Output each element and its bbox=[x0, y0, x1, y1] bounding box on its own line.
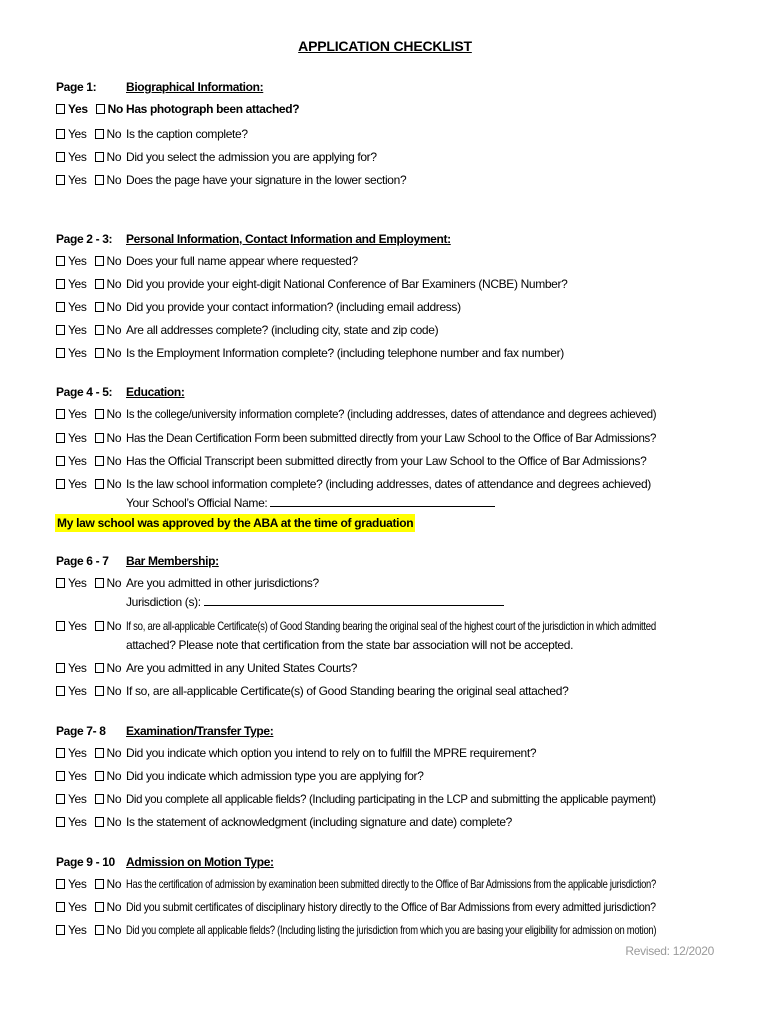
yes-checkbox[interactable] bbox=[56, 578, 65, 588]
checklist-item bbox=[56, 897, 716, 917]
yes-label: Yes bbox=[68, 661, 87, 675]
yes-no-options bbox=[56, 681, 124, 701]
yes-checkbox[interactable] bbox=[56, 152, 65, 162]
section-heading: Examination/Transfer Type: bbox=[126, 724, 274, 738]
yes-no-options bbox=[56, 897, 124, 917]
yes-checkbox[interactable] bbox=[56, 256, 65, 266]
continuation-text: attached? Please note that certification from the state bar association will not be accepted. bbox=[126, 638, 574, 652]
question-text: Has photograph been attached? bbox=[126, 102, 300, 116]
checklist-item bbox=[56, 251, 716, 271]
yes-no-options bbox=[56, 573, 124, 593]
no-label: No bbox=[106, 127, 122, 141]
no-label: No bbox=[106, 150, 122, 164]
yes-label: Yes bbox=[68, 792, 87, 806]
yes-label: Yes bbox=[68, 477, 87, 491]
yes-label: Yes bbox=[68, 407, 87, 421]
question-text: Has the Official Transcript been submitted directly from your Law School to the Office of Bar Admissions? bbox=[126, 454, 647, 468]
checklist-item bbox=[56, 343, 716, 363]
yes-checkbox[interactable] bbox=[56, 621, 65, 631]
yes-checkbox[interactable] bbox=[56, 925, 65, 935]
yes-no-options bbox=[56, 874, 124, 894]
yes-checkbox[interactable] bbox=[56, 817, 65, 827]
yes-label: Yes bbox=[68, 102, 88, 116]
no-checkbox[interactable] bbox=[95, 879, 104, 889]
question-text: Has the Dean Certification Form been submitted directly from your Law School to the Office of Bar Admissions? bbox=[126, 431, 656, 445]
yes-label: Yes bbox=[68, 277, 87, 291]
no-checkbox[interactable] bbox=[95, 256, 104, 266]
yes-no-options bbox=[56, 124, 124, 144]
no-checkbox[interactable] bbox=[95, 129, 104, 139]
question-text: Are you admitted in any United States Courts? bbox=[126, 661, 358, 675]
no-checkbox[interactable] bbox=[95, 279, 104, 289]
page-title: APPLICATION CHECKLIST bbox=[298, 38, 472, 54]
no-label: No bbox=[106, 815, 122, 829]
no-label: No bbox=[106, 277, 122, 291]
yes-label: Yes bbox=[68, 431, 87, 445]
yes-checkbox[interactable] bbox=[56, 479, 65, 489]
yes-no-options bbox=[56, 99, 124, 119]
checklist-item bbox=[56, 170, 716, 190]
yes-no-options bbox=[56, 658, 124, 678]
checklist-item bbox=[56, 812, 716, 832]
question-text: Has the certification of admission by examination been submitted directly to the Office of Bar Admissions from the applicable jurisdiction? bbox=[126, 877, 656, 891]
section-heading: Admission on Motion Type: bbox=[126, 855, 274, 869]
yes-no-options bbox=[56, 404, 124, 424]
yes-no-options bbox=[56, 616, 124, 636]
no-checkbox[interactable] bbox=[95, 925, 104, 935]
no-checkbox[interactable] bbox=[95, 686, 104, 696]
aba-approval-note: My law school was approved by the ABA at the time of graduation bbox=[57, 516, 414, 530]
revised-date: Revised: 12/2020 bbox=[625, 944, 714, 958]
question-text: Is the college/university information complete? (including addresses, dates of attendance and degrees achieved) bbox=[126, 407, 657, 421]
no-checkbox[interactable] bbox=[95, 817, 104, 827]
question-text: Did you select the admission you are applying for? bbox=[126, 150, 377, 164]
yes-no-options bbox=[56, 451, 124, 471]
yes-label: Yes bbox=[68, 323, 87, 337]
no-label: No bbox=[106, 877, 122, 891]
no-label: No bbox=[106, 576, 122, 590]
no-label: No bbox=[106, 923, 122, 937]
checklist-item bbox=[56, 99, 716, 119]
no-label: No bbox=[106, 346, 122, 360]
no-checkbox[interactable] bbox=[95, 902, 104, 912]
yes-label: Yes bbox=[68, 877, 87, 891]
checklist-item bbox=[56, 274, 716, 294]
no-label: No bbox=[106, 407, 122, 421]
yes-checkbox[interactable] bbox=[56, 433, 65, 443]
yes-label: Yes bbox=[68, 815, 87, 829]
yes-checkbox[interactable] bbox=[56, 456, 65, 466]
question-text: Does your full name appear where requested? bbox=[126, 254, 358, 268]
question-text: Did you complete all applicable fields? (Including listing the jurisdiction from which you are basing your eligibility for admission on motion) bbox=[126, 923, 657, 937]
no-checkbox[interactable] bbox=[95, 175, 104, 185]
yes-no-options bbox=[56, 789, 124, 809]
write-in-line[interactable] bbox=[204, 595, 504, 606]
continuation-text: Jurisdiction (s): bbox=[126, 595, 201, 609]
yes-checkbox[interactable] bbox=[56, 902, 65, 912]
checklist-item bbox=[56, 428, 716, 448]
checklist-item bbox=[56, 297, 716, 317]
yes-label: Yes bbox=[68, 576, 87, 590]
section-page-label: Page 9 - 10 bbox=[56, 855, 115, 869]
question-text: Did you indicate which option you intend to rely on to fulfill the MPRE requirement? bbox=[126, 746, 537, 760]
yes-label: Yes bbox=[68, 127, 87, 141]
question-text: Are you admitted in other jurisdictions? bbox=[126, 576, 319, 590]
checklist-item bbox=[56, 743, 716, 763]
checklist-item bbox=[56, 573, 716, 593]
yes-checkbox[interactable] bbox=[56, 879, 65, 889]
checklist-item bbox=[56, 920, 716, 940]
checklist-item bbox=[56, 616, 716, 636]
yes-checkbox[interactable] bbox=[56, 771, 65, 781]
yes-label: Yes bbox=[68, 923, 87, 937]
no-label: No bbox=[106, 454, 122, 468]
checklist-item bbox=[56, 681, 716, 701]
yes-checkbox[interactable] bbox=[56, 794, 65, 804]
continuation-text: Your School’s Official Name: bbox=[126, 496, 268, 510]
question-text: Does the page have your signature in the lower section? bbox=[126, 173, 407, 187]
yes-no-options bbox=[56, 147, 124, 167]
section-page-label: Page 7- 8 bbox=[56, 724, 106, 738]
yes-checkbox[interactable] bbox=[56, 175, 65, 185]
no-checkbox[interactable] bbox=[95, 348, 104, 358]
yes-label: Yes bbox=[68, 619, 87, 633]
checklist-item bbox=[56, 451, 716, 471]
no-label: No bbox=[106, 173, 122, 187]
checklist-item bbox=[56, 658, 716, 678]
yes-checkbox[interactable] bbox=[56, 104, 65, 114]
question-text: Did you indicate which admission type you are applying for? bbox=[126, 769, 424, 783]
yes-label: Yes bbox=[68, 746, 87, 760]
no-checkbox[interactable] bbox=[95, 748, 104, 758]
checklist-item bbox=[56, 766, 716, 786]
yes-checkbox[interactable] bbox=[56, 302, 65, 312]
checklist-item bbox=[56, 474, 716, 494]
question-text: If so, are all-applicable Certificate(s) of Good Standing bearing the original seal attached? bbox=[126, 684, 569, 698]
question-text: Did you provide your contact information? (including email address) bbox=[126, 300, 461, 314]
question-text: Is the statement of acknowledgment (including signature and date) complete? bbox=[126, 815, 512, 829]
no-checkbox[interactable] bbox=[95, 325, 104, 335]
yes-label: Yes bbox=[68, 300, 87, 314]
question-text: Did you provide your eight-digit National Conference of Bar Examiners (NCBE) Number? bbox=[126, 277, 568, 291]
section-page-label: Page 2 - 3: bbox=[56, 232, 113, 246]
no-label: No bbox=[106, 323, 122, 337]
no-label: No bbox=[106, 477, 122, 491]
no-checkbox[interactable] bbox=[95, 771, 104, 781]
write-in-line[interactable] bbox=[270, 496, 495, 507]
no-label: No bbox=[106, 792, 122, 806]
section-page-label: Page 4 - 5: bbox=[56, 385, 113, 399]
question-text: Did you complete all applicable fields? (Including participating in the LCP and submitting the applicable payment) bbox=[126, 792, 656, 806]
no-checkbox[interactable] bbox=[95, 302, 104, 312]
question-continuation bbox=[126, 636, 573, 654]
no-label: No bbox=[106, 619, 122, 633]
no-label: No bbox=[106, 254, 122, 268]
yes-no-options bbox=[56, 766, 124, 786]
question-text: Is the law school information complete? (including addresses, dates of attendance and degrees achieved) bbox=[126, 477, 651, 491]
yes-checkbox[interactable] bbox=[56, 686, 65, 696]
question-text: Is the caption complete? bbox=[126, 127, 248, 141]
yes-label: Yes bbox=[68, 150, 87, 164]
section-heading: Personal Information, Contact Information and Employment: bbox=[126, 232, 451, 246]
yes-no-options bbox=[56, 320, 124, 340]
no-checkbox[interactable] bbox=[95, 456, 104, 466]
no-label: No bbox=[106, 300, 122, 314]
section-heading: Biographical Information: bbox=[126, 80, 264, 94]
yes-label: Yes bbox=[68, 684, 87, 698]
yes-no-options bbox=[56, 251, 124, 271]
yes-no-options bbox=[56, 920, 124, 940]
yes-checkbox[interactable] bbox=[56, 129, 65, 139]
yes-no-options bbox=[56, 170, 124, 190]
question-text: Are all addresses complete? (including city, state and zip code) bbox=[126, 323, 439, 337]
question-text: Is the Employment Information complete? (including telephone number and fax number) bbox=[126, 346, 564, 360]
no-checkbox[interactable] bbox=[95, 409, 104, 419]
yes-checkbox[interactable] bbox=[56, 279, 65, 289]
no-label: No bbox=[106, 684, 122, 698]
checklist-item bbox=[56, 404, 716, 424]
no-label: No bbox=[106, 746, 122, 760]
section-heading: Education: bbox=[126, 385, 185, 399]
no-label: No bbox=[106, 661, 122, 675]
yes-label: Yes bbox=[68, 173, 87, 187]
yes-label: Yes bbox=[68, 254, 87, 268]
yes-no-options bbox=[56, 474, 124, 494]
yes-checkbox[interactable] bbox=[56, 748, 65, 758]
checklist-item bbox=[56, 320, 716, 340]
yes-label: Yes bbox=[68, 769, 87, 783]
checklist-item bbox=[56, 124, 716, 144]
question-text: Did you submit certificates of disciplinary history directly to the Office of Bar Admissions from every admitted jurisdiction? bbox=[126, 900, 656, 914]
checklist-item bbox=[56, 874, 716, 894]
no-checkbox[interactable] bbox=[95, 433, 104, 443]
yes-label: Yes bbox=[68, 900, 87, 914]
section-heading: Bar Membership: bbox=[126, 554, 219, 568]
yes-checkbox[interactable] bbox=[56, 663, 65, 673]
no-checkbox[interactable] bbox=[95, 621, 104, 631]
yes-label: Yes bbox=[68, 454, 87, 468]
section-page-label: Page 6 - 7 bbox=[56, 554, 109, 568]
yes-no-options bbox=[56, 743, 124, 763]
question-continuation bbox=[126, 494, 495, 512]
yes-no-options bbox=[56, 812, 124, 832]
yes-no-options bbox=[56, 274, 124, 294]
yes-checkbox[interactable] bbox=[56, 348, 65, 358]
no-label: No bbox=[106, 900, 122, 914]
no-checkbox[interactable] bbox=[95, 663, 104, 673]
no-checkbox[interactable] bbox=[95, 152, 104, 162]
yes-no-options bbox=[56, 343, 124, 363]
no-label: No bbox=[106, 769, 122, 783]
yes-checkbox[interactable] bbox=[56, 409, 65, 419]
yes-checkbox[interactable] bbox=[56, 325, 65, 335]
no-checkbox[interactable] bbox=[95, 578, 104, 588]
section-page-label: Page 1: bbox=[56, 80, 97, 94]
no-checkbox[interactable] bbox=[96, 104, 105, 114]
yes-no-options bbox=[56, 297, 124, 317]
yes-no-options bbox=[56, 428, 124, 448]
no-checkbox[interactable] bbox=[95, 794, 104, 804]
no-label: No bbox=[107, 102, 123, 116]
question-continuation bbox=[126, 593, 504, 611]
question-text: If so, are all-applicable Certificate(s) of Good Standing bearing the original seal of the highest court of the jurisdiction in which admitted bbox=[126, 619, 656, 633]
no-checkbox[interactable] bbox=[95, 479, 104, 489]
no-label: No bbox=[106, 431, 122, 445]
checklist-item bbox=[56, 789, 716, 809]
yes-label: Yes bbox=[68, 346, 87, 360]
checklist-item bbox=[56, 147, 716, 167]
